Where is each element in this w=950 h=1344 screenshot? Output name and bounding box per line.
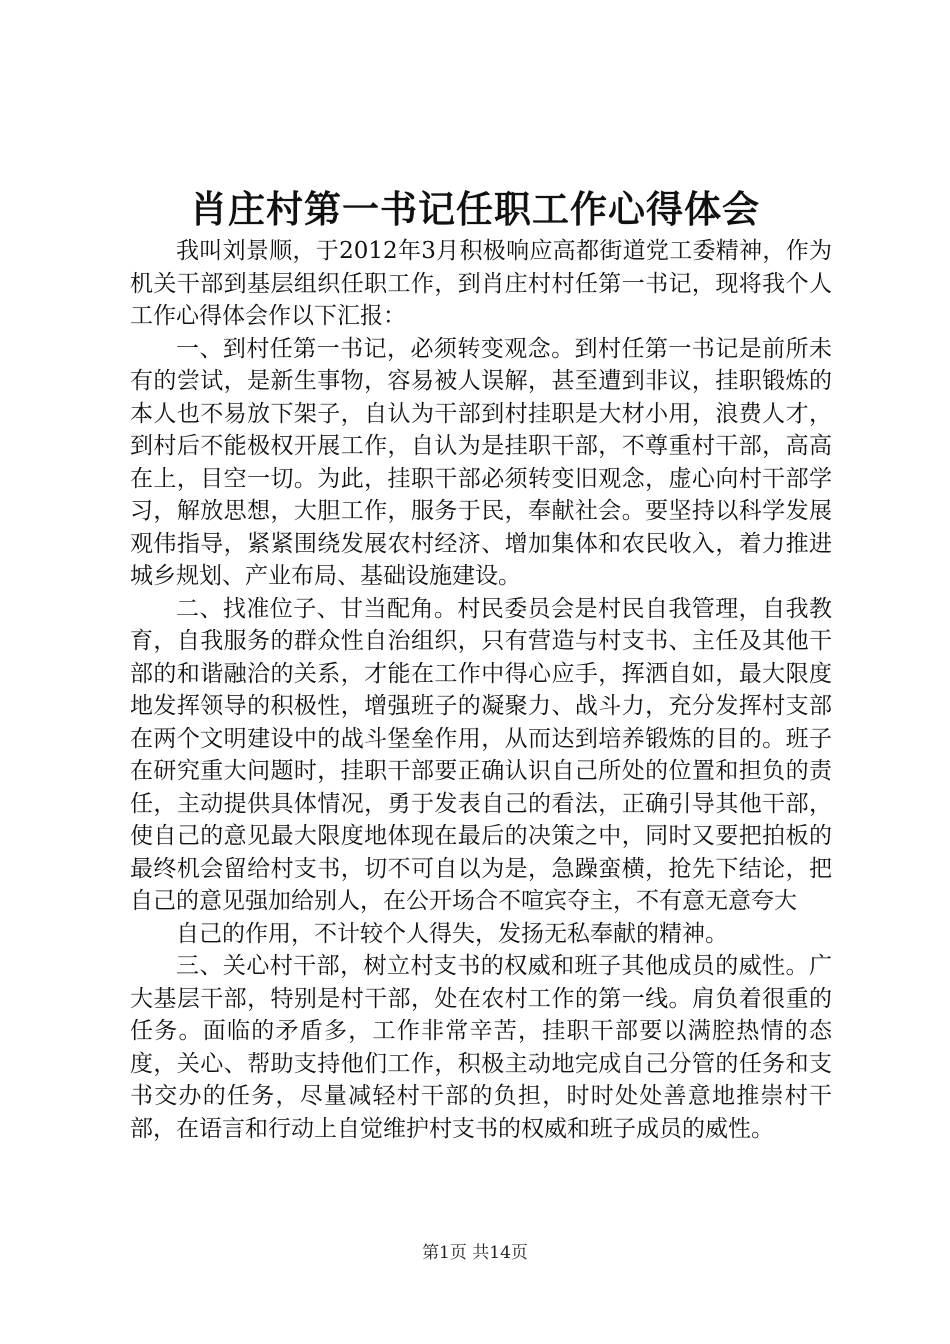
paragraph-section-2-continued: 自己的作用，不计较个人得失，发扬无私奉献的精神。 (176, 920, 728, 947)
document-body (130, 235, 832, 1145)
document-title: 肖庄村第一书记任职工作心得体会 (190, 187, 760, 231)
page-number-footer: 第1页 共14页 (422, 1243, 528, 1263)
paragraph-section-3: 三、关心村干部，树立村支书的权威和班子其他成员的威性。广大基层干部，特别是村干部，处在农村工作的第一线。肩负着很重的任务。面临的矛盾多，工作非常辛苦，挂职干部要以满腔热情的态度，关心、帮助支持他们工作，积极主动地完成自己分管的任务和支书交办的任务，尽量减轻村干部的负担，时时处处善意地推崇村干部，在语言和行动上自觉维护村支书的权威和班子成员的威性。 (130, 953, 832, 1142)
paragraph-section-1: 一、到村任第一书记，必须转变观念。到村任第一书记是前所未有的尝试，是新生事物，容易被人误解，甚至遭到非议，挂职锻炼的本人也不易放下架子，自认为干部到村挂职是大材小用，浪费人才，到村后不能极权开展工作，自认为是挂职干部，不尊重村干部，高高在上，目空一切。为此，挂职干部必须转变旧观念，虚心向村干部学习，解放思想，大胆工作，服务于民，奉献社会。要坚持以科学发展观伟指导，紧紧围绕发展农村经济、增加集体和农民收入，着力推进城乡规划、产业布局、基础设施建设。 (130, 335, 832, 589)
paragraph-intro: 我叫刘景顺，于2012年3月积极响应高都街道党工委精神，作为机关干部到基层组织任职工作，到肖庄村村任第一书记，现将我个人工作心得体会作以下汇报： (130, 238, 832, 329)
paragraph-section-2: 二、找准位子、甘当配角。村民委员会是村民自我管理，自我教育，自我服务的群众性自治组织，只有营造与村支书、主任及其他干部的和谐融洽的关系，才能在工作中得心应手，挥洒自如，最大限度地发挥领导的积极性，增强班子的凝聚力、战斗力，充分发挥村支部在两个文明建设中的战斗堡垒作用，从而达到培养锻炼的目的。班子在研究重大问题时，挂职干部要正确认识自己所处的位置和担负的责任，主动提供具体情况，勇于发表自己的看法，正确引导其他干部，使自己的意见最大限度地体现在最后的决策之中，同时又要把拍板的最终机会留给村支书，切不可自以为是，急躁蛮横，抢先下结论，把自己的意见强加给别人，在公开场合不喧宾夺主，不有意无意夸大 (130, 595, 832, 914)
